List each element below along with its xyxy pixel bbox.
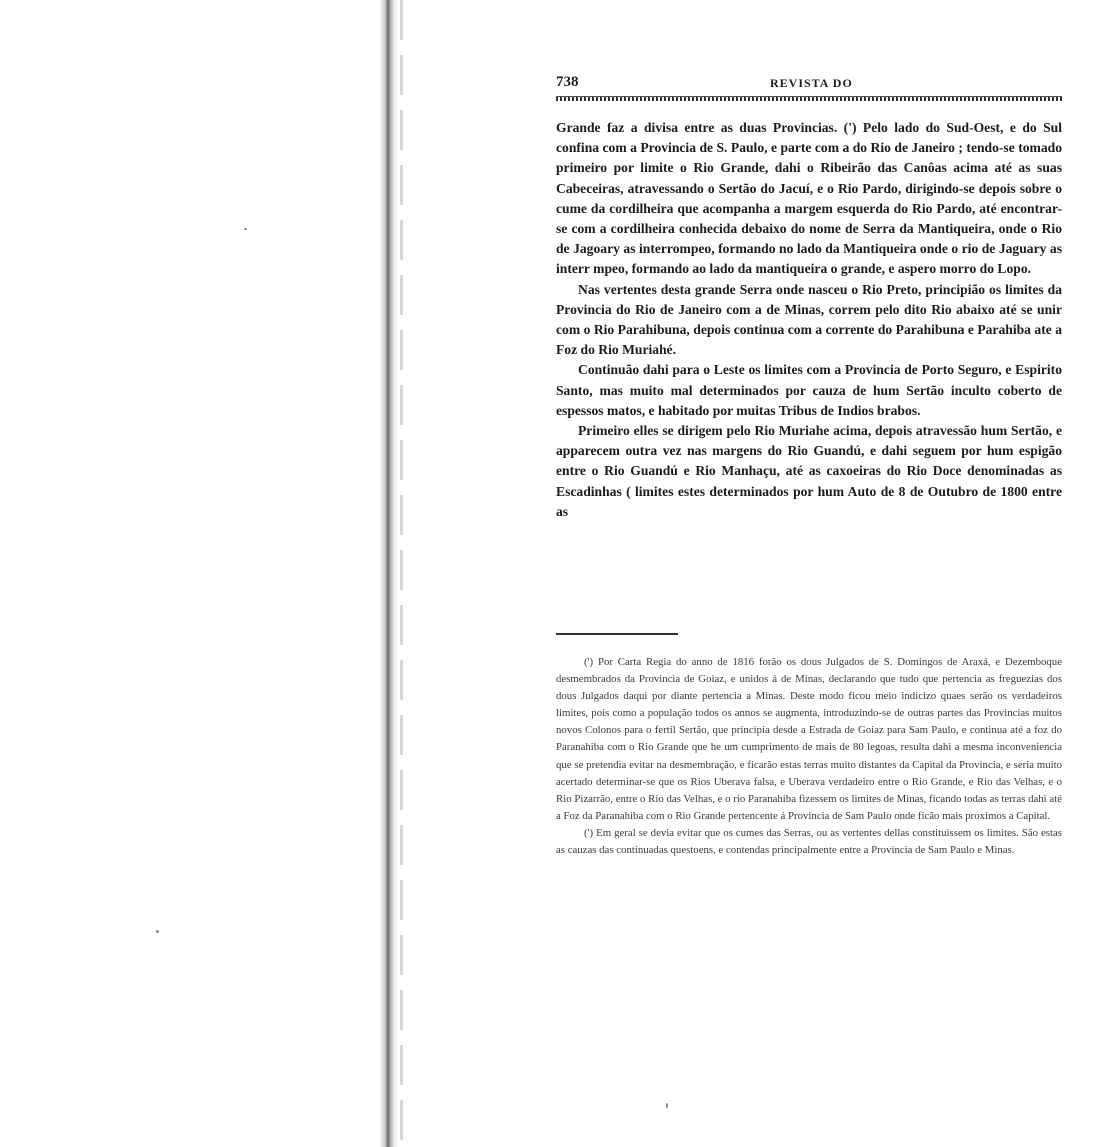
page-gutter-edge: [400, 0, 403, 1147]
paragraph: Nas vertentes desta grande Serra onde nasceu o Rio Preto, principião os limites da Provincia do Rio de Janeiro com a de Minas, correm pelo dito Rio abaixo até se unir com o Rio Parahibuna, depois continua com a corrente do Parahibuna e Parahiba ate a Foz do Rio Muriahé.: [556, 281, 1062, 358]
running-head: REVISTA DO: [770, 76, 853, 90]
header-rule: [556, 96, 1062, 101]
paragraph: Primeiro elles se dirigem pelo Rio Muriahe acima, depois atravessão hum Sertão, e apparecem outra vez nas margens do Rio Guandú, e dahi seguem por hum espigão entre o Rio Guandú e Rio Manhaçu, até as caxoeiras do Rio Doce denominadas as Escadinhas ( limites estes determinados por hum Auto de 8 de Outubro de 1800 entre as: [556, 423, 1062, 519]
scan-speck: [244, 228, 247, 230]
page-number: 738: [556, 74, 579, 90]
paragraph: Continuão dahi para o Leste os limites com a Provincia de Porto Seguro, e Espirito Santo, mas muito mal determinados por cauza de hum Sertão inculto coberto de espessos matos, e habitado por muitas Tribus de Indios brabos.: [556, 362, 1062, 418]
book-spine-shadow: [380, 0, 398, 1147]
footnote: (') Por Carta Regia do anno de 1816 forão os dous Julgados de S. Domingos de Araxá, e Dezemboque desmembrados da Provincia de Goiaz, e unidos á de Minas, declarando que tudo que pertencia as freguezias dos dous Julgados daqui por diante pertencia a Minas. Deste modo ficou meio indicizo quaes serão os verdadeiros limites, pois como a população todos os annos se augmenta, introduzindo-se de outras partes das Provincias muitos novos Colonos para o fertil Sertão, que principia desde a Estrada de Goiaz para Sam Paulo, e continua até a foz do Paranahiba com o Rio Grande que he um cumprimento de mais de 80 legoas, resulta dahi a mesma inconveniencia que se pretendia evitar na desmembração, e ficarão estas terras muito distantes da Capital da Provincia, e seria muito acertado determinar-se que os Rios Uberava falsa, e Uberava verdadeiro entre o Rio Grande, e Rio das Velhas, e o Rio Pizarrão, entre o Rio das Velhas, e o rio Paranahiba fizessem os limites de Minas, ficando todas as terras dahi até a Foz da Paranahiba com o Rio Grande pertencente á Provincia de Sam Paulo onde ficão mais proximos a Capital.: [556, 656, 1062, 822]
footnote: (') Em geral se devia evitar que os cumes das Serras, ou as vertentes dellas constituissem os limites. São estas as cauzas das continuadas questoens, e contendas principalmente entre a Provincia de Sam Paulo e Minas.: [556, 826, 1062, 857]
main-text: [556, 118, 1062, 522]
scan-speck: [156, 930, 159, 933]
page-header: [556, 74, 1062, 94]
footnotes: [556, 654, 1062, 859]
scan-speck: [666, 1103, 668, 1108]
footnote-rule: [556, 633, 678, 635]
paragraph: Grande faz a divisa entre as duas Provincias. (') Pelo lado do Sud-Oest, e do Sul confina com a Provincia de S. Paulo, e parte com a do Rio de Janeiro ; tendo-se tomado primeiro por limite o Rio Grande, dahi o Ribeirão das Canôas acima até as suas Cabeceiras, atravessando o Sertão do Jacuí, e o Rio Pardo, dirigindo-se depois sobre o cume da cordilheira que acompanha a margem esquerda do Rio Pardo, até encontrar-se com a cordilheira conhecida debaixo do nome de Serra da Mantiqueira, onde o Rio de Jagoary as interrompeo, formando no lado da Mantiqueira onde o rio de Jaguary as interr mpeo, formando ao lado da mantiqueira o grande, e aspero morro do Lopo.: [556, 120, 1062, 277]
